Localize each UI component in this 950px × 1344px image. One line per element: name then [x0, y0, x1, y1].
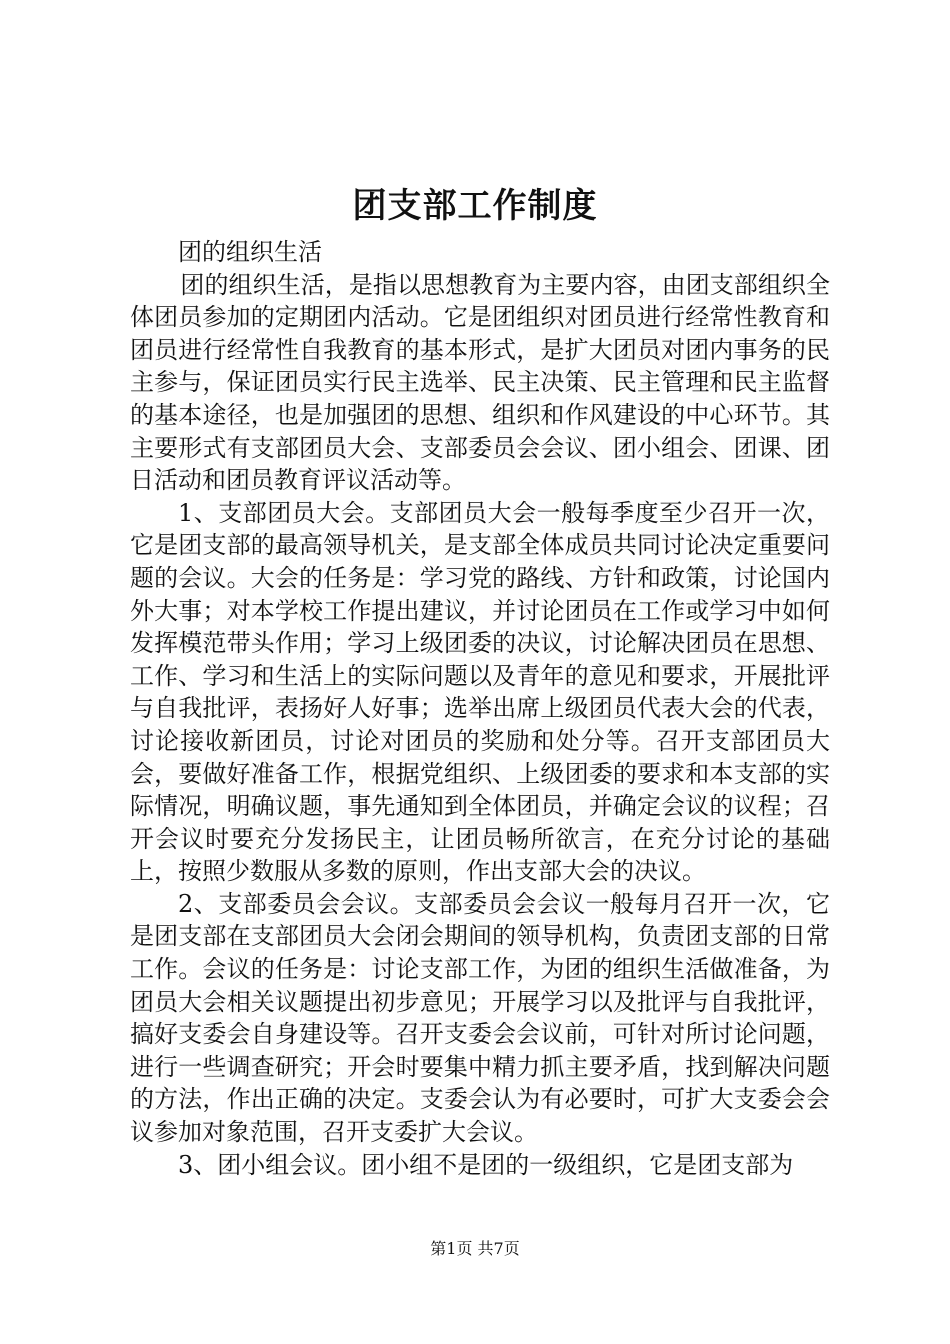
document-body: [130, 236, 830, 1181]
paragraph-item-3: 3、团小组会议。团小组不是团的一级组织，它是团支部为: [178, 1150, 794, 1179]
page-number-footer: 第1页 共7页: [430, 1239, 520, 1258]
paragraph-item-1: 1、支部团员大会。支部团员大会一般每季度至少召开一次，它是团支部的最高领导机关，是支部全体成员共同讨论决定重要问题的会议。大会的任务是：学习党的路线、方针和政策，讨论国内外大事；对本学校工作提出建议，并讨论团员在工作或学习中如何发挥模范带头作用；学习上级团委的决议，讨论解决团员在思想、工作、学习和生活上的实际问题以及青年的意见和要求，开展批评与自我批评，表扬好人好事；选举出席上级团员代表大会的代表，讨论接收新团员，讨论对团员的奖励和处分等。召开支部团员大会，要做好准备工作，根据党组织、上级团委的要求和本支部的实际情况，明确议题，事先通知到全体团员，并确定会议的议程；召开会议时要充分发扬民主，让团员畅所欲言，在充分讨论的基础上，按照少数服从多数的原则，作出支部大会的决议。: [130, 498, 830, 886]
paragraph-intro: 团的组织生活，是指以思想教育为主要内容，由团支部组织全体团员参加的定期团内活动。它是团组织对团员进行经常性教育和团员进行经常性自我教育的基本形式，是扩大团员对团内事务的民主参与，保证团员实行民主选举、民主决策、民主管理和民主监督的基本途径，也是加强团的思想、组织和作风建设的中心环节。其主要形式有支部团员大会、支部委员会会议、团小组会、团课、团日活动和团员教育评议活动等。: [130, 270, 830, 495]
paragraph-item-2: 2、支部委员会会议。支部委员会会议一般每月召开一次，它是团支部在支部团员大会闭会期间的领导机构，负责团支部的日常工作。会议的任务是：讨论支部工作，为团的组织生活做准备，为团员大会相关议题提出初步意见；开展学习以及批评与自我批评，搞好支委会自身建设等。召开支委会会议前，可针对所讨论问题，进行一些调查研究；开会时要集中精力抓主要矛盾，找到解决问题的方法，作出正确的决定。支委会认为有必要时，可扩大支委会会议参加对象范围，召开支委扩大会议。: [130, 889, 830, 1147]
document-title: 团支部工作制度: [352, 186, 598, 226]
section-heading: 团的组织生活: [178, 238, 322, 266]
